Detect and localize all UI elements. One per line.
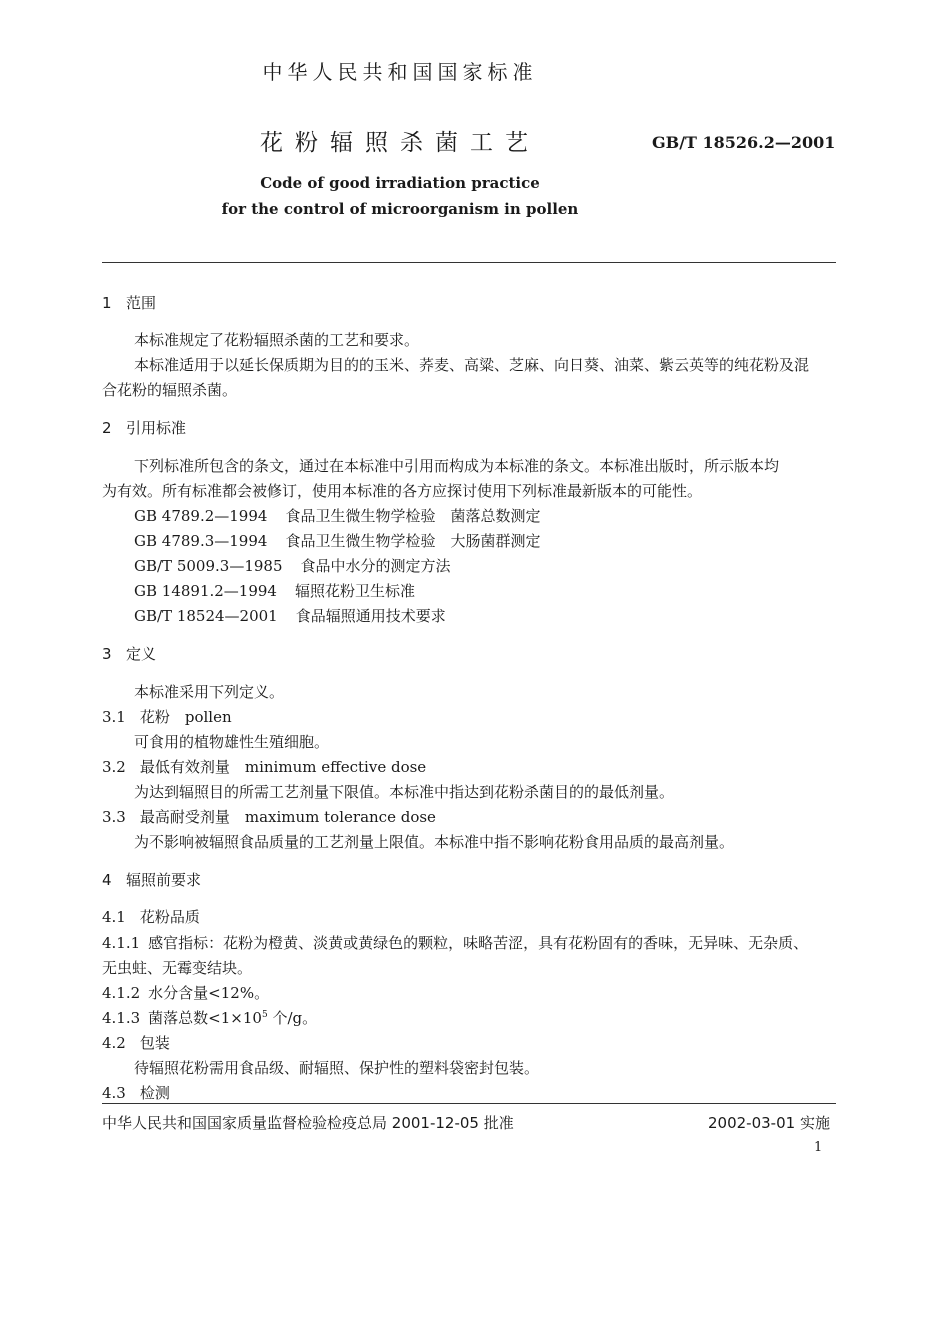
clause-text: 感官指标：花粉为橙黄、淡黄或黄绿色的颗粒，味略苦涩，具有花粉固有的香味，无异味、无杂质、 xyxy=(148,934,809,952)
section-title: 引用标准 xyxy=(126,419,187,437)
clause-title: 花粉品质 xyxy=(139,908,200,926)
reference-name: 食品中水分的测定方法 xyxy=(300,557,451,575)
definition-text: 为不影响被辐照食品质量的工艺剂量上限值。本标准中指不影响花粉食用品质的最高剂量。 xyxy=(134,833,735,851)
section-3-heading xyxy=(102,643,156,664)
clause-number: 4.1.3 xyxy=(102,1009,141,1027)
approval-line: 中华人民共和国国家质量监督检验检疫总局 2001-12-05 批准 xyxy=(102,1114,514,1132)
english-title-line2: for the control of microorganism in pollen xyxy=(221,200,579,218)
section-title: 定义 xyxy=(126,645,157,663)
reference-name: 食品辐照通用技术要求 xyxy=(295,607,446,625)
clause-4-1-1 xyxy=(102,932,808,953)
reference-item xyxy=(134,605,446,626)
definition-3-2-term xyxy=(102,756,426,777)
reference-item xyxy=(134,555,451,576)
document-title: 花粉辐照杀菌工艺 xyxy=(260,130,540,156)
section-number: 4 xyxy=(102,871,112,889)
section-number: 3 xyxy=(102,645,112,663)
clause-4-1 xyxy=(102,906,200,927)
clause-text: 水分含量<12%。 xyxy=(148,984,270,1002)
clause-4-2 xyxy=(102,1032,170,1053)
reference-code: GB 4789.3—1994 xyxy=(134,532,268,550)
definition-term: 最低有效剂量 minimum effective dose xyxy=(139,758,427,776)
clause-number: 3.3 xyxy=(102,808,126,826)
clause-number: 4.1.2 xyxy=(102,984,141,1002)
paragraph: 本标准规定了花粉辐照杀菌的工艺和要求。 xyxy=(134,331,420,349)
section-4-heading xyxy=(102,869,201,890)
exponent: 5 xyxy=(261,1010,268,1020)
clause-4-1-2 xyxy=(102,982,269,1003)
clause-number: 4.1.1 xyxy=(102,934,141,952)
clause-text-unit: 个/g。 xyxy=(267,1009,318,1027)
clause-number: 4.3 xyxy=(102,1084,126,1102)
reference-code: GB 14891.2—1994 xyxy=(134,582,277,600)
reference-code: GB/T 18524—2001 xyxy=(134,607,278,625)
definition-term: 花粉 pollen xyxy=(139,708,232,726)
clause-4-3 xyxy=(102,1082,170,1103)
clause-text: 待辐照花粉需用食品级、耐辐照、保护性的塑料袋密封包装。 xyxy=(134,1059,540,1077)
definition-term: 最高耐受剂量 maximum tolerance dose xyxy=(139,808,436,826)
paragraph: 下列标准所包含的条文，通过在本标准中引用而构成为本标准的条文。本标准出版时，所示版本均 xyxy=(134,457,780,475)
publisher-title: 中华人民共和国国家标准 xyxy=(262,60,538,84)
effective-date: 2002-03-01 实施 xyxy=(708,1114,830,1132)
clause-title: 检测 xyxy=(139,1084,170,1102)
section-title: 范围 xyxy=(126,294,157,312)
reference-item xyxy=(134,580,415,601)
clause-text: 无虫蛀、无霉变结块。 xyxy=(102,959,253,977)
reference-code: GB/T 5009.3—1985 xyxy=(134,557,283,575)
section-number: 1 xyxy=(102,294,112,312)
paragraph: 合花粉的辐照杀菌。 xyxy=(102,381,238,399)
definition-3-3-term xyxy=(102,806,436,827)
definition-text: 可食用的植物雄性生殖细胞。 xyxy=(134,733,330,751)
clause-number: 3.2 xyxy=(102,758,126,776)
section-number: 2 xyxy=(102,419,112,437)
section-1-heading xyxy=(102,292,156,313)
reference-name: 食品卫生微生物学检验 菌落总数测定 xyxy=(285,507,541,525)
reference-name: 食品卫生微生物学检验 大肠菌群测定 xyxy=(285,532,541,550)
page-number: 1 xyxy=(814,1140,823,1155)
footer-rule xyxy=(102,1103,836,1104)
clause-number: 4.1 xyxy=(102,908,126,926)
standard-code: GB/T 18526.2—2001 xyxy=(652,133,836,152)
clause-text: 菌落总数<1×10 xyxy=(148,1009,262,1027)
definition-text: 为达到辐照目的所需工艺剂量下限值。本标准中指达到花粉杀菌目的的最低剂量。 xyxy=(134,783,675,801)
reference-item xyxy=(134,505,540,526)
clause-4-1-3 xyxy=(102,1007,317,1028)
clause-number: 3.1 xyxy=(102,708,126,726)
paragraph: 本标准采用下列定义。 xyxy=(134,683,285,701)
reference-code: GB 4789.2—1994 xyxy=(134,507,268,525)
section-title: 辐照前要求 xyxy=(126,871,202,889)
english-title-line1: Code of good irradiation practice xyxy=(260,174,540,192)
header-rule xyxy=(102,262,836,263)
paragraph: 本标准适用于以延长保质期为目的的玉米、荞麦、高粱、芝麻、向日葵、油菜、紫云英等的纯花粉及混 xyxy=(134,356,810,374)
clause-number: 4.2 xyxy=(102,1034,126,1052)
definition-3-1-term xyxy=(102,706,232,727)
section-2-heading xyxy=(102,417,186,438)
clause-title: 包装 xyxy=(139,1034,170,1052)
reference-name: 辐照花粉卫生标准 xyxy=(294,582,415,600)
paragraph: 为有效。所有标准都会被修订，使用本标准的各方应探讨使用下列标准最新版本的可能性。 xyxy=(102,482,703,500)
reference-item xyxy=(134,530,540,551)
